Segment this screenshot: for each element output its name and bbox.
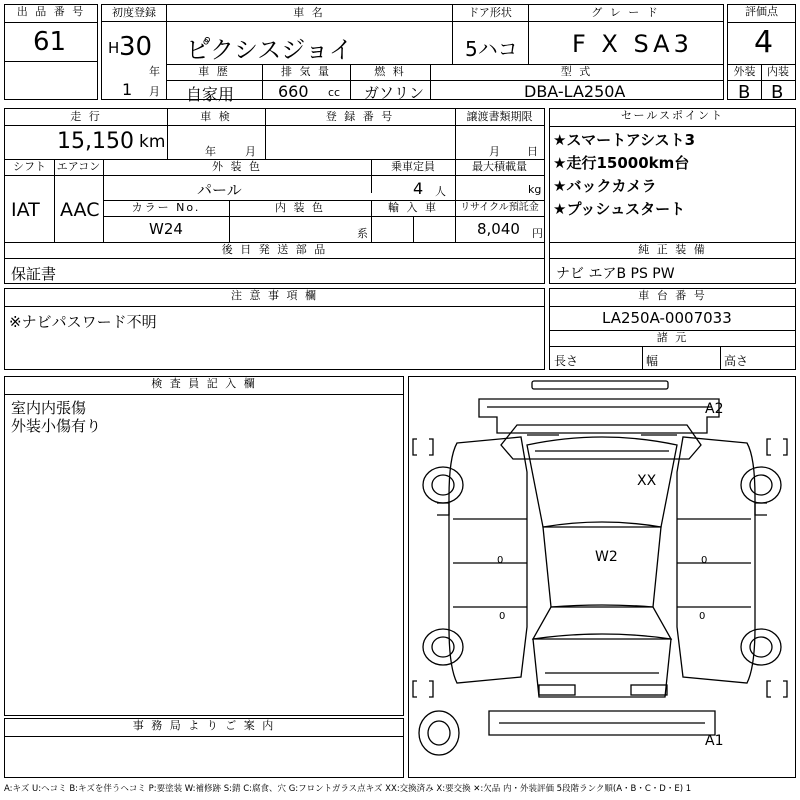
recycle-value: 8,040 — [477, 220, 520, 238]
svg-text:0: 0 — [701, 555, 708, 566]
history-value: 自家用 — [186, 85, 235, 104]
import-header: 輸 入 車 — [388, 201, 438, 214]
genuine-equipment-value: ナビ エアB PS PW — [556, 266, 675, 282]
svg-text:0: 0 — [497, 555, 504, 566]
office-box — [4, 718, 404, 778]
era-letter: H — [108, 39, 120, 57]
details-box — [4, 108, 545, 284]
later-parts-header: 後 日 発 送 部 品 — [221, 243, 328, 256]
recycle-header: リサイクル預託金 — [460, 202, 539, 213]
max-load-header: 最大積載量 — [472, 160, 527, 173]
svg-text:0: 0 — [699, 611, 706, 622]
notes-header: 注 意 事 項 欄 — [5, 289, 544, 307]
sales-points-header: セールスポイント — [550, 109, 795, 127]
lot-number-box — [4, 4, 98, 100]
interior-color-header: 内 装 色 — [275, 201, 325, 214]
exterior-score-header: 外装 — [733, 65, 756, 78]
sales-point-3: ★バックカメラ — [553, 177, 657, 195]
recycle-unit: 円 — [532, 227, 543, 240]
shift-value: IAT — [11, 199, 40, 221]
mileage-header: 走 行 — [70, 110, 102, 123]
office-header: 事 務 局 よ り ご 案 内 — [5, 719, 403, 737]
sales-points-box — [549, 108, 796, 284]
lot-number-value: 61 — [33, 27, 67, 57]
inspector-line-2: 外装小傷有り — [11, 417, 102, 435]
exterior-color-header: 外 装 色 — [212, 160, 262, 173]
mark-rear-a1: A1 — [705, 733, 724, 749]
model-code-header: 型 式 — [560, 65, 593, 78]
capacity-value: 4 — [413, 179, 424, 198]
transfer-day-unit: 日 — [527, 145, 538, 158]
grade-value: F X SA3 — [572, 30, 693, 58]
reg-year: 30 — [119, 32, 153, 62]
inspection-header: 車 検 — [200, 110, 232, 123]
chassis-value: LA250A-0007033 — [602, 309, 732, 327]
score-box — [727, 4, 796, 103]
model-code-value: DBA-LA250A — [524, 82, 626, 101]
aircon-header: エアコン — [56, 160, 101, 173]
door-type-value: 5ハコ — [465, 37, 518, 61]
svg-text:0: 0 — [499, 611, 506, 622]
car-name-header: 車 名 — [293, 6, 325, 19]
score-value: 4 — [754, 25, 774, 60]
transfer-deadline-header: 譲渡書類期限 — [466, 110, 533, 123]
color-number-header: カラー No. — [131, 201, 201, 214]
score-header: 評価点 — [728, 5, 795, 23]
notes-box — [4, 288, 545, 370]
notes-value: ※ナビパスワード不明 — [9, 313, 157, 331]
displacement-unit: cc — [328, 86, 341, 99]
inspection-month-unit: 月 — [245, 145, 256, 158]
dimension-height: 高さ — [724, 354, 749, 368]
exterior-score-value: B — [738, 82, 751, 103]
sales-point-4: ★プッシュスタート — [553, 200, 686, 218]
vehicle-info-box — [101, 4, 724, 104]
door-type-header: ドア形状 — [468, 6, 512, 19]
inspector-box — [4, 376, 404, 716]
reg-month: 1 — [122, 80, 133, 99]
mark-front-a2: A2 — [705, 401, 724, 417]
dimensions-header: 諸 元 — [656, 331, 689, 344]
capacity-unit: 人 — [435, 185, 446, 198]
max-load-unit: kg — [528, 183, 542, 196]
chassis-box — [549, 288, 796, 370]
mark-roof-xx: XX — [637, 473, 657, 489]
reg-year-unit: 年 — [149, 65, 160, 78]
interior-score-value: B — [771, 82, 784, 103]
aircon-value: AAC — [60, 199, 100, 221]
color-number-value: W24 — [149, 220, 183, 238]
dimension-width: 幅 — [646, 354, 659, 368]
sales-point-1: ★スマートアシスト3 — [553, 131, 696, 149]
inspector-line-1: 室内内張傷 — [11, 399, 87, 417]
history-header: 車 歴 — [198, 65, 230, 78]
genuine-equipment-header: 純 正 装 備 — [638, 243, 707, 256]
damage-diagram-box — [408, 376, 796, 778]
interior-color-unit: 系 — [357, 227, 368, 240]
displacement-value: 660 — [278, 82, 309, 101]
transfer-month-unit: 月 — [489, 145, 500, 158]
displacement-header: 排 気 量 — [281, 65, 331, 78]
exterior-color-value: パール — [197, 181, 242, 199]
later-parts-value: 保証書 — [11, 265, 57, 283]
chassis-header: 車 台 番 号 — [550, 289, 795, 307]
first-registration-header: 初度登録 — [112, 6, 156, 19]
lot-number-header: 出 品 番 号 — [5, 5, 97, 23]
spare-tire-shape — [419, 711, 459, 755]
reg-month-unit: 月 — [149, 85, 160, 98]
sales-point-2: ★走行15000km台 — [553, 154, 690, 172]
reg-number-header: 登 録 番 号 — [325, 110, 395, 123]
mileage-value: 15,150 — [57, 129, 134, 154]
inspector-header: 検 査 員 記 入 欄 — [5, 377, 403, 395]
car-diagram — [409, 377, 795, 777]
interior-score-header: 内装 — [767, 65, 789, 78]
front-bumper-shape — [532, 381, 668, 389]
grade-header: グ レ ー ド — [591, 6, 660, 19]
fuel-header: 燃 料 — [374, 65, 406, 78]
mark-body-w2: W2 — [595, 549, 618, 565]
fuel-value: ガソリン — [364, 84, 425, 102]
mileage-unit: km — [139, 132, 166, 152]
inspection-year-unit: 年 — [205, 145, 216, 158]
dimension-length: 長さ — [554, 354, 579, 368]
shift-header: シフト — [13, 160, 46, 173]
legend-text: A:キズ U:ヘコミ B:キズを伴うヘコミ P:要塗装 W:補修跡 S:錆 C:腐食、穴 G:フロントガラス点キズ XX:交換済み X:要交換 ✕:欠品 内・外装評価 5段階ランク順(A・B・C・D・E) 1 — [4, 784, 692, 794]
car-name-value: ピ゚クシスジョイ — [186, 36, 353, 64]
capacity-header: 乗車定員 — [391, 160, 435, 173]
